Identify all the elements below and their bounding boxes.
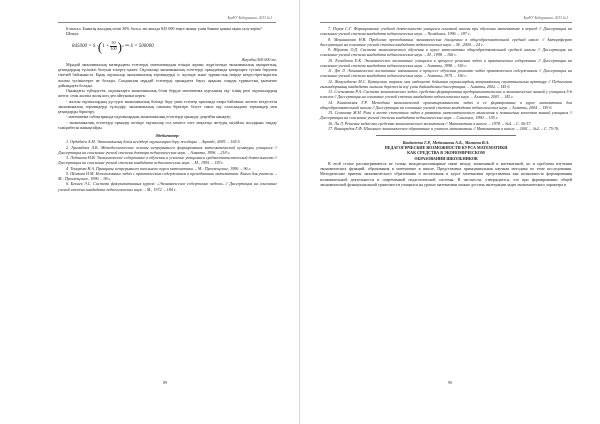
reference-item: 17. Виноградов Г.Ф. Школьное экономическое образование и учитель математики // Математика в школе. – 2001. – №2. – С. 75-76. xyxy=(328,125,560,131)
running-header: ҚазҰУ Хабаршысы. 2013 №1 xyxy=(523,16,568,20)
reference-item: 12. Жақсыбаева М.С. Қазақстан тарихы мен мәдениеті бойынша оқушылардың экономикалық сауаттылығын арттыру // Педагогика ғылымдарының кандидаты ғылыми дәрежесін алу үшін дайындалған диссертация. – Алматы, 2002. – 145 б. xyxy=(320,78,572,89)
fraction-denominator: 100 xyxy=(110,46,117,51)
reference-item: 8. Меньшикова Н.В. Проблема преподавания экономических дисциплин в общеобразовательной средней школе // Автореферат диссертации на соискание ученой степени кандидата педагогических наук. – М., 2000. – 24 с. xyxy=(320,36,572,47)
bullet-1: - жалпы оқушылардың дүстурлі экономикалық білімді беру үшін есептер арасында өзара байланыс көптеп кездесетін экономикалық терминдерді түсіндіру, экономикалық санамен біріктіре білуге саяси оқу саласындағы терминдер мен ұғымдарды біріктіру; xyxy=(58,98,277,114)
header-rule xyxy=(320,22,572,23)
formula-lhs: 845000 = xyxy=(72,43,92,49)
header-rule xyxy=(58,22,276,23)
bullet-3: - экономикалық есептерді орындау кезінде оқушылар сол немесе өзге мақсатқа жетудің оңтайлы жолдарын таңдау тәжірибесін жинақтайды. xyxy=(58,119,277,130)
reference-item: 15. Семенова Ж.Н. Роль и место сюжетных задач в развитии математического мышления и повышении качества знаний учащихся // Диссертация на соискание ученой степени кандидата педагогических наук. – Смоленск, 1990. – 195 с. xyxy=(320,110,572,121)
reference-item: 6. Бекиев Э.С. Система факультативных курсов: «Экономическое содержание задачи» // Диссертация на соискание ученой степени кандидата педагогических наук. – М., 1972. – 184 с. xyxy=(58,181,277,192)
solution-label: Шешуі: xyxy=(66,31,80,37)
fraction-numerator: 30 xyxy=(111,40,116,46)
right-page-body xyxy=(320,26,572,187)
reference-item: 13. Слепенкова Р.А. Система экономических задач: средство формирования предпринимательских и экономических знаний у учащихся 5-6 классов // Диссертация на соискание ученой степени кандидата педагогических наук. – Алматы, 2003. – 145 с. xyxy=(320,89,572,100)
right-page xyxy=(300,0,600,424)
formula xyxy=(72,37,277,57)
reference-item: 9. Ибраева О.Д. Система экономического обучения в курсе математики общеобразовательной средней школы // Диссертация на соискание ученой степени кандидата педагогических наук. – М., 1998. – 166 с. xyxy=(320,47,572,58)
article-title-line: КАК СРЕДСТВА В ЭКОНОМИЧЕСКОМ xyxy=(407,150,485,156)
reference-item: 16. Ла Л. Решение задач как средство экономического воспитания // Математика в школе. – 1978. – №4. – С. 56-57. xyxy=(328,120,532,126)
formula-power: 2 xyxy=(121,43,124,48)
paragraph-1: Мұндай экономикалық мазмұндағы есептерді математикадан өзіндік жұмыс жүргізгенде экономикалық ақпараттың, ұғымдардың түсінікті болуын ескерту қажет. Оқушылар экономикалық есептерді орындағанда қатарларға түсінік берумен тікелей байланыста. Бірақ оқушылар экономикалық терминдерді іс жүзінде және тұрмыстық өмірде кездестіретіндіктен жалпы түсініктерге ие болады. Сондықтан мұндай есептерді орындауға баулу арқылы оларды тұрмыстық қызметке дайындауға болады. xyxy=(58,61,277,88)
formula-result: ⇒ S = 500000 xyxy=(124,43,154,49)
paragraph-2: Оқымдағы түйіндесек, оқушыларға экономикалық білім беруде математика курсының оқу ісінің рөлі оқушылардың жетпе, оған жалпы жолы көп деп айтуымыз керек: xyxy=(58,88,277,99)
reference-item: 1. Ордабаев А.М. Экономикалық білім негіздері оқушыларға беру жолдары. – Ақтөбе, 2009. – 165 б. xyxy=(66,139,241,145)
article-title-line: ПЕДАГОГИЧЕСКИЕ ВОЗМОЖНОСТИ КУРСА МАТЕМАТИКИ xyxy=(384,145,508,151)
reference-item: 2. Аргинбаев А.К. Методологические основы непрерывного формирования математической культуры учащихся // Диссертация на соискание ученой степени доктора педагогических наук. – Алматы, 1996. – 218 с. xyxy=(58,144,277,155)
references-title: Әдебиеттер: xyxy=(155,133,180,138)
formula-fraction xyxy=(110,41,116,51)
formula-paren-inner: 1 + xyxy=(102,43,110,49)
example-problem: 6-мысал. Банктің жылдық өсімі 30% болса, екі жылда 845 000 теңге жинау үшін банкке қанша ақша салу керек? xyxy=(66,26,262,31)
article-abstract: В этой статье рассматриваются не только междисциплинарные связи между экономикой и математикой, но и проблема изучения экономических функций, образования в математике в школе. Представлена принципиальная научная методика по теме исследования. Методические приемы экономического образования и воспитания в курсе математики представлены как возможность формирования познавательной деятельности и современной педагогической системы. В частности, утверждается, что при формировании общей экономической функциональной грамотности учащихся на уроках математики можно достичь интеграции задач экономического характера в xyxy=(320,160,572,187)
running-header: ҚазҰУ Хабаршысы. 2013 №1 xyxy=(227,16,272,20)
formula-factor: S · xyxy=(92,43,98,49)
reference-item: 3. Лобанова Н.В. Экономическое содержание в обучении и усвоение учащимися среднестатистической деятельности // Диссертация на соискание ученой степени кандидата педагогических наук. – М., 1995. – 159 с. xyxy=(58,155,277,166)
reference-item: 4. Темирова Н.А. Принципы непрерывного школьного курса математики. – М.: Просвещение, 1990. – 96 с. xyxy=(66,165,252,171)
bullet-2: - математика сабақтарында оқушылардың экономикалық есептерді орындау деңгейін анықтау; xyxy=(66,114,232,120)
reference-item: 14. Каиновская Г.Р. Методика экономической ориентированности задач и ее формирование в курсе математики для общеобразовательной школы // Диссертация на соискание ученой степени кандидата педагогических наук. – Алматы, 2004. – 159 б. xyxy=(320,99,572,110)
answer: Жауабы:500 000 тг. xyxy=(241,56,277,62)
section-separator xyxy=(376,135,516,136)
page-number: 90 xyxy=(448,380,453,385)
left-page-body xyxy=(58,26,277,192)
reference-item: 10. Есенбеков Е.К. Экономическое воспитание учащихся в процессе решения задач и практическом содержании // Диссертация на соискание ученой степени кандидата педагогических наук. – Алматы, 1998. – 156 с. xyxy=(320,57,572,68)
formula-paren-open: ( xyxy=(97,39,103,54)
formula-paren-close: ) xyxy=(117,39,122,54)
reference-item: 5. Шамова И.М. Использование задач с практическим содержанием в преподавании математики. Книга для учителя. – М.: Просвещение, 1990. – 96 с. xyxy=(58,170,277,181)
reference-item: 7. Перов С.Г. Формирование учебной деятельности учащихся основной школы при обучении математике в период // Диссертация на соискание ученой степени кандидата педагогических наук. – Челябинск, 1996. – 187 с. xyxy=(320,26,572,37)
page-number: 89 xyxy=(163,380,168,385)
article-title-line: ОБРАЗОВАНИИ ШКОЛЬНИКОВ xyxy=(414,155,478,161)
reference-item: 11. Дю Л. Экономическое воспитание школьников в процессе обучения решению задач практическим содержанием // Диссертация на соискание ученой степени кандидата педагогических наук. – Алматы, 1975. – 156 с. xyxy=(320,68,572,79)
article-authors: Кондажева Г.Р., Медиханова А.Б., Мамаева В.А. xyxy=(402,139,490,145)
